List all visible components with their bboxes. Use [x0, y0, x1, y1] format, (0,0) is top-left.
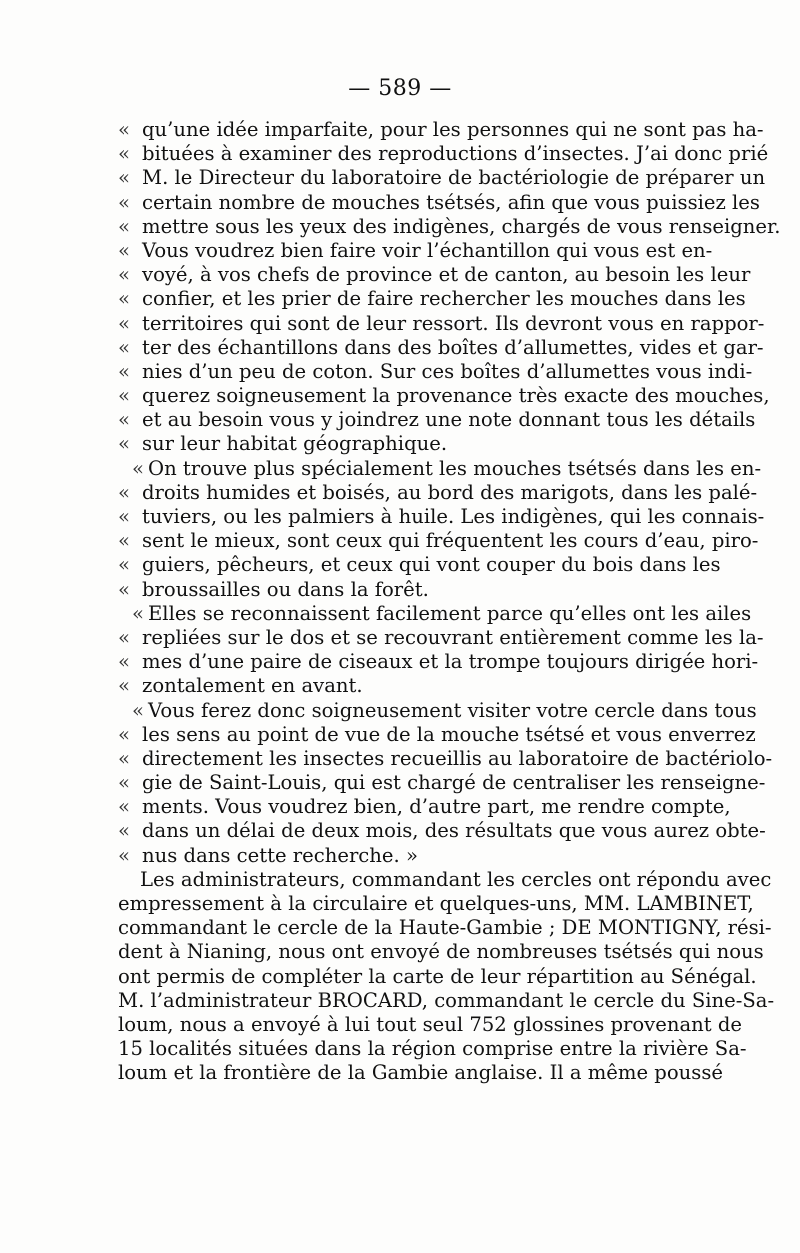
line-text: ter des échantillons dans des boîtes d’allumettes, vides et gar-: [142, 335, 764, 359]
line-text: certain nombre de mouches tsétsés, afin que vous puissiez les: [142, 190, 760, 214]
text-line: [118, 746, 773, 771]
line-text: directement les insectes recueillis au laboratoire de bactériolo-: [142, 746, 773, 770]
line-text: qu’une idée imparfaite, pour les personnes qui ne sont pas ha-: [142, 118, 764, 141]
text-line: [118, 650, 759, 674]
text-line: [118, 263, 751, 287]
line-text: mettre sous les yeux des indigènes, chargés de vous renseigner.: [142, 214, 781, 238]
text-line: [118, 408, 756, 432]
line-text: voyé, à vos chefs de province et de canton, au besoin les leur: [142, 263, 751, 287]
text-line: [118, 287, 746, 311]
text-line: loum, nous a envoyé à lui tout seul 752 glossines provenant de: [118, 1012, 743, 1036]
guillemet-mark: «: [118, 795, 130, 819]
line-text: guiers, pêcheurs, et ceux qui vont couper du bois dans les: [142, 553, 721, 577]
line-text: M. le Directeur du laboratoire de bactériologie de préparer un: [142, 166, 766, 190]
text-line: [118, 601, 752, 626]
text-line: [118, 384, 770, 408]
line-text: broussailles ou dans la forêt.: [142, 577, 429, 601]
guillemet-mark: «: [118, 480, 130, 504]
text-line: [118, 432, 686, 456]
text-line: [118, 795, 731, 819]
text-line: [118, 214, 781, 239]
line-text: querez soigneusement la provenance très exacte des mouches,: [142, 384, 770, 408]
line-text: nus dans cette recherche. »: [142, 843, 418, 867]
text-line: [118, 311, 765, 336]
text-line: [118, 335, 764, 360]
text-line: [118, 238, 713, 263]
text-line: [118, 553, 721, 577]
guillemet-mark: «: [118, 190, 130, 214]
text-line: [118, 166, 766, 190]
guillemet-mark: «: [118, 432, 130, 456]
text-line: [118, 529, 759, 553]
text-line: [118, 359, 753, 384]
line-text: sur leur habitat géographique.: [142, 432, 448, 456]
line-text: et au besoin vous y joindrez une note donnant tous les détails: [142, 408, 756, 432]
guillemet-mark: «: [118, 359, 130, 383]
guillemet-mark: «: [118, 408, 130, 432]
guillemet-mark: «: [118, 505, 130, 528]
text-line: [118, 190, 760, 215]
text-line: [118, 625, 764, 650]
text-line: dent à Nianing, nous ont envoyé de nombreuses tsétsés qui nous: [118, 940, 764, 964]
text-line: empressement à la circulaire et quelques-uns, MM. LAMBINET,: [118, 892, 754, 915]
text-line: [118, 698, 757, 723]
line-text: On trouve plus spécialement les mouches tsétsés dans les en-: [148, 456, 762, 480]
quoted-circular: [118, 118, 781, 868]
guillemet-mark: «: [118, 771, 130, 795]
guillemet-mark: «: [132, 456, 144, 480]
line-text: tuviers, ou les palmiers à huile. Les indigènes, qui les connais-: [142, 505, 765, 528]
guillemet-mark: «: [118, 674, 130, 698]
line-text: gie de Saint-Louis, qui est chargé de centraliser les renseigne-: [142, 771, 766, 795]
text-line: [118, 578, 686, 602]
line-text: Vous voudrez bien faire voir l’échantillon qui vous est en-: [142, 238, 713, 262]
text-line: [118, 844, 686, 868]
guillemet-mark: «: [118, 263, 130, 287]
text-line: [118, 771, 766, 795]
guillemet-mark: «: [118, 577, 130, 601]
line-text: bituées à examiner des reproductions d’insectes. J’ai donc prié: [142, 142, 769, 166]
line-text: dans un délai de deux mois, des résultats que vous aurez obte-: [142, 819, 766, 843]
line-text: nies d’un peu de coton. Sur ces boîtes d’allumettes vous indi-: [142, 359, 753, 383]
line-text: mes d’une paire de ciseaux et la trompe toujours dirigée hori-: [142, 650, 759, 674]
line-text: ments. Vous voudrez bien, d’autre part, me rendre compte,: [142, 795, 731, 819]
guillemet-mark: «: [118, 650, 130, 674]
text-line: Les administrateurs, commandant les cercles ont répondu avec: [140, 867, 772, 891]
text-block: [118, 118, 781, 1086]
guillemet-mark: «: [118, 118, 130, 141]
text-line: [118, 142, 769, 166]
guillemet-mark: «: [118, 529, 130, 553]
guillemet-mark: «: [118, 335, 130, 359]
guillemet-mark: «: [132, 698, 144, 722]
text-line: commandant le cercle de la Haute-Gambie ; DE MONTIGNY, rési-: [118, 916, 772, 940]
guillemet-mark: «: [118, 625, 130, 649]
line-text: territoires qui sont de leur ressort. Ils devront vous en rappor-: [142, 311, 765, 335]
line-text: zontalement en avant.: [142, 674, 363, 698]
guillemet-mark: «: [118, 311, 130, 335]
text-line: [118, 505, 765, 529]
text-line: [118, 456, 762, 481]
guillemet-mark: «: [118, 287, 130, 311]
line-text: les sens au point de vue de la mouche tsétsé et vous enverrez: [142, 722, 756, 746]
line-text: sent le mieux, sont ceux qui fréquentent les cours d’eau, piro-: [142, 529, 759, 553]
line-text: Vous ferez donc soigneusement visiter votre cercle dans tous: [148, 698, 757, 722]
guillemet-mark: «: [118, 819, 130, 843]
text-line: [118, 819, 766, 843]
page-number: — 589 —: [348, 76, 452, 101]
guillemet-mark: «: [132, 601, 144, 625]
guillemet-mark: «: [118, 238, 130, 262]
line-text: confier, et les prier de faire rechercher les mouches dans les: [142, 287, 746, 311]
guillemet-mark: «: [118, 843, 130, 867]
guillemet-mark: «: [118, 722, 130, 746]
guillemet-mark: «: [118, 214, 130, 238]
guillemet-mark: «: [118, 166, 130, 190]
text-line: M. l’administrateur BROCARD, commandant le cercle du Sine-Sa-: [118, 988, 775, 1012]
text-line: ont permis de compléter la carte de leur répartition au Sénégal.: [118, 964, 757, 988]
guillemet-mark: «: [118, 384, 130, 408]
line-text: Elles se reconnaissent facilement parce qu’elles ont les ailes: [148, 601, 752, 625]
text-line: [118, 480, 758, 505]
body-paragraph: [118, 867, 775, 1086]
line-text: droits humides et boisés, au bord des marigots, dans les palé-: [142, 480, 758, 504]
guillemet-mark: «: [118, 142, 130, 166]
guillemet-mark: «: [118, 746, 130, 770]
text-line: [118, 674, 686, 698]
text-line: [118, 722, 756, 747]
text-line: [118, 118, 764, 142]
text-line: loum et la frontière de la Gambie anglaise. Il a même poussé: [118, 1061, 723, 1085]
text-line: 15 localités situées dans la région comprise entre la rivière Sa-: [118, 1037, 747, 1061]
guillemet-mark: «: [118, 553, 130, 577]
line-text: repliées sur le dos et se recouvrant entièrement comme les la-: [142, 625, 764, 649]
